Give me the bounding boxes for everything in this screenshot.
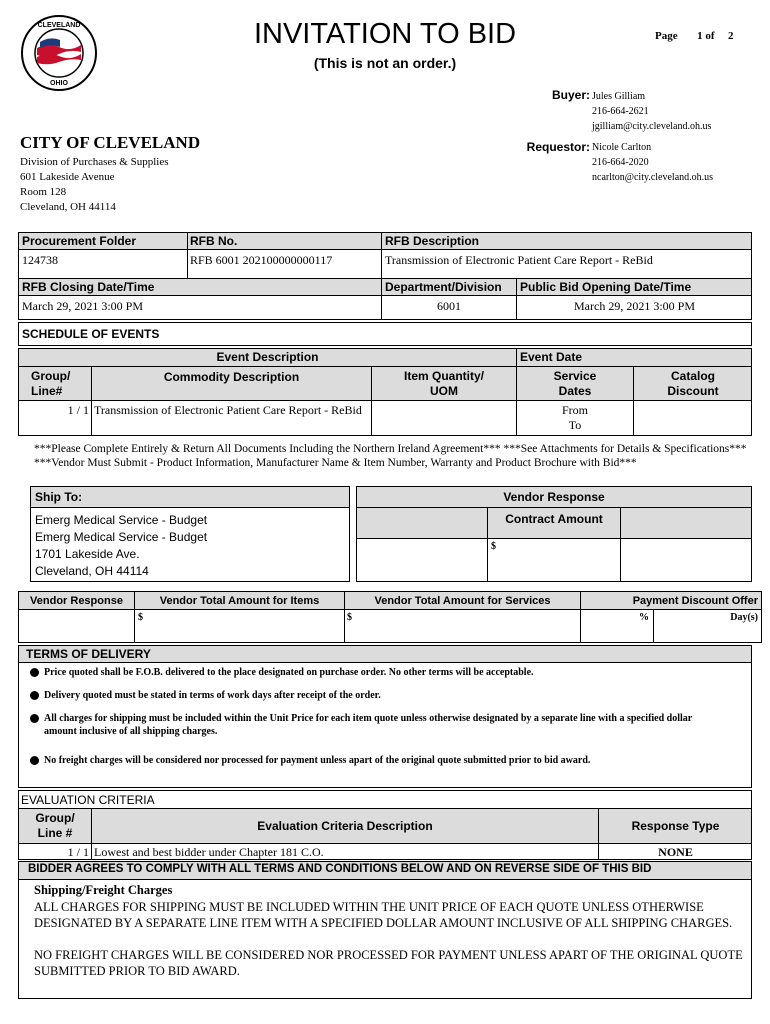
service-to: To <box>568 418 582 432</box>
terms-item <box>30 754 730 767</box>
dollar-sign: $ <box>491 541 496 552</box>
bullet-icon <box>30 756 39 765</box>
item-quantity-label: Item Quantity/ UOM <box>403 369 484 398</box>
dollar-sign: $ <box>347 612 352 623</box>
bullet-icon <box>30 668 39 677</box>
page-title: INVITATION TO BID <box>253 18 517 50</box>
bid-notes: ***Please Complete Entirely & Return All Documents Including the Northern Ireland Agreement*** ***See Attachments for Details & Specifications*** ***Vendor Must Submit - Product Information, Manufacturer Name & Item Number, Warranty and Product Brochure with Bid*** <box>34 443 747 469</box>
rfb-no-label: RFB No. <box>190 234 238 248</box>
page-number: 1 <box>697 30 703 42</box>
page-total: 2 <box>728 30 734 42</box>
rfb-description-label: RFB Description <box>385 234 480 248</box>
response-type-label: Response Type <box>631 819 720 833</box>
ship-to-label: Ship To: <box>35 490 83 504</box>
terms-text: Price quoted shall be F.O.B. delivered to the place designated on purchase order. No other terms will be acceptable. <box>44 667 534 678</box>
bullet-icon <box>30 714 39 723</box>
totals-services-label: Vendor Total Amount for Services <box>374 595 551 607</box>
requestor-name: Nicole Carlton <box>592 142 652 153</box>
item-description: Transmission of Electronic Patient Care Report - ReBid <box>94 403 362 417</box>
closing-value: March 29, 2021 3:00 PM <box>22 299 143 313</box>
agree-heading: Shipping/Freight Charges <box>34 883 173 897</box>
requestor-info <box>592 140 713 185</box>
dollar-sign: $ <box>138 612 143 623</box>
buyer-email: jgilliam@city.cleveland.oh.us <box>592 121 712 132</box>
svg-text:OHIO: OHIO <box>50 80 68 87</box>
terms-text: Delivery quoted must be stated in terms of work days after receipt of the order. <box>44 690 381 701</box>
event-date-label: Event Date <box>520 350 583 364</box>
requestor-phone: 216-664-2020 <box>592 157 649 168</box>
rfb-no-value: RFB 6001 202100000000117 <box>190 253 333 267</box>
discount-days-input[interactable] <box>654 610 761 643</box>
group-line-label: Group/ Line# <box>31 369 71 398</box>
org-address <box>20 155 169 215</box>
total-items-input[interactable] <box>135 610 344 643</box>
ship-to-line: Emerg Medical Service - Budget <box>35 513 208 527</box>
buyer-name: Jules Gilliam <box>592 91 646 102</box>
page-subtitle: (This is not an order.) <box>313 55 457 71</box>
contract-amount-label: Contract Amount <box>505 512 603 526</box>
terms-text: No freight charges will be considered nor processed for payment unless apart of the original quote submitted prior to bid award. <box>44 755 591 766</box>
event-description-label: Event Description <box>216 350 319 364</box>
page-indicator <box>655 30 734 42</box>
buyer-label: Buyer: <box>551 88 590 102</box>
service-from: From <box>561 403 588 417</box>
org-line: Room 128 <box>20 186 67 198</box>
rfb-description-value: Transmission of Electronic Patient Care Report - ReBid <box>385 253 653 267</box>
procurement-folder-value: 124738 <box>22 253 58 267</box>
eval-description-label: Evaluation Criteria Description <box>257 819 433 833</box>
eval-line-number: 1 / 1 <box>67 845 89 859</box>
evaluation-label: EVALUATION CRITERIA <box>21 793 155 807</box>
totals-vendor-response-label: Vendor Response <box>30 595 123 607</box>
agree-para-2: NO FREIGHT CHARGES WILL BE CONSIDERED NOR PROCESSED FOR PAYMENT UNLESS APART OF THE ORIGINAL QUOTE SUBMITTED PRIOR TO BID AWARD. <box>34 948 743 978</box>
payment-discount-label: Payment Discount Offer <box>632 595 758 607</box>
page-label: Page <box>655 30 678 42</box>
ship-to-line: Cleveland, OH 44114 <box>35 564 149 578</box>
ship-to-address <box>35 512 207 580</box>
requestor-label: Requestor: <box>526 140 590 154</box>
item-line-number: 1 / 1 <box>67 403 89 417</box>
discount-percent-input[interactable] <box>581 610 653 643</box>
eval-group-line-label: Group/ Line # <box>35 811 75 840</box>
catalog-discount-label: Catalog Discount <box>667 369 719 398</box>
procurement-folder-label: Procurement Folder <box>22 234 137 248</box>
terms-item <box>30 689 730 702</box>
contract-amount-input[interactable] <box>488 539 620 582</box>
bullet-icon <box>30 691 39 700</box>
svg-text:CLEVELAND: CLEVELAND <box>37 22 81 29</box>
commodity-description-label: Commodity Description <box>163 370 300 384</box>
requestor-email: ncarlton@city.cleveland.oh.us <box>592 172 714 183</box>
vendor-response-input[interactable] <box>19 610 134 643</box>
opening-value: March 29, 2021 3:00 PM <box>574 299 695 313</box>
opening-label: Public Bid Opening Date/Time <box>520 280 692 294</box>
total-services-input[interactable] <box>345 610 580 643</box>
terms-text: All charges for shipping must be included within the Unit Price for each item quote unless otherwise designated by a separate line with a specified dollar amount inclusive of all shipping charges. <box>44 713 693 737</box>
org-line: Cleveland, OH 44114 <box>20 201 116 213</box>
service-dates-label: Service Dates <box>553 369 597 398</box>
agree-label: BIDDER AGREES TO COMPLY WITH ALL TERMS AND CONDITIONS BELOW AND ON REVERSE SIDE OF THIS BID <box>28 863 652 875</box>
page-of: of <box>705 30 715 42</box>
schedule-label: SCHEDULE OF EVENTS <box>22 327 160 341</box>
vendor-response-label: Vendor Response <box>503 490 605 504</box>
closing-label: RFB Closing Date/Time <box>22 280 155 294</box>
eval-description: Lowest and best bidder under Chapter 181 C.O. <box>94 845 324 859</box>
department-value: 6001 <box>437 299 461 313</box>
days-label: Day(s) <box>730 612 758 623</box>
percent-sign: % <box>639 612 649 623</box>
terms-item <box>30 712 720 738</box>
buyer-phone: 216-664-2621 <box>592 106 649 117</box>
agree-para-1: ALL CHARGES FOR SHIPPING MUST BE INCLUDED WITHIN THE UNIT PRICE OF EACH QUOTE UNLESS OTHERWISE DESIGNATED BY A SEPARATE LINE ITEM WITH A SPECIFIED DOLLAR AMOUNT INCLUSIVE OF ALL SHIPPING CHARGES. <box>34 900 733 930</box>
totals-items-label: Vendor Total Amount for Items <box>159 595 320 607</box>
terms-label: TERMS OF DELIVERY <box>26 647 151 661</box>
org-line: 601 Lakeside Avenue <box>20 171 115 183</box>
ship-to-line: Emerg Medical Service - Budget <box>35 530 208 544</box>
ship-to-line: 1701 Lakeside Ave. <box>35 547 140 561</box>
org-name: CITY OF CLEVELAND <box>20 133 201 152</box>
department-label: Department/Division <box>385 280 502 294</box>
buyer-info <box>592 89 711 134</box>
terms-item <box>30 666 730 679</box>
org-line: Division of Purchases & Supplies <box>20 156 169 168</box>
response-type-value: NONE <box>658 845 693 859</box>
